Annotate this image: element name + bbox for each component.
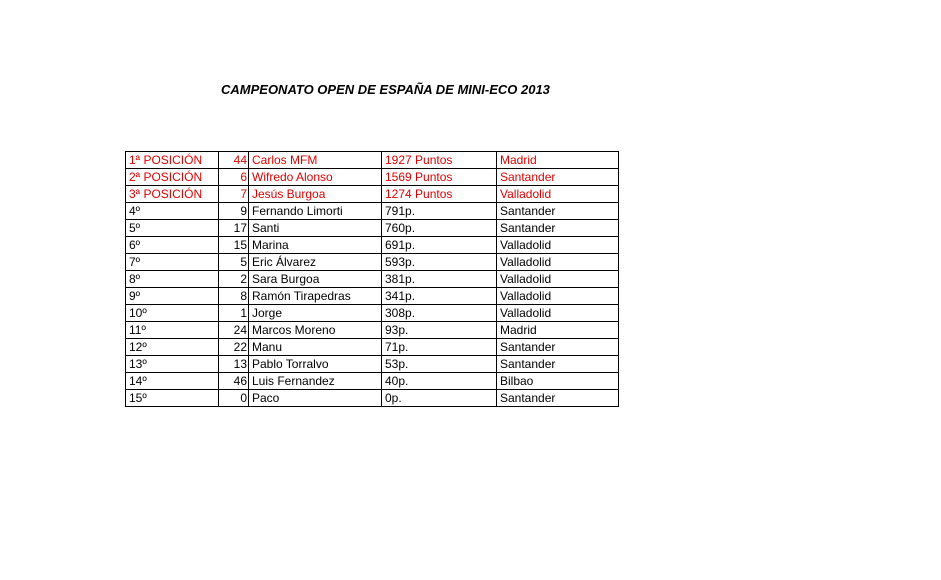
table-row (126, 356, 619, 373)
position-cell: 8º (126, 271, 219, 288)
position-cell: 1ª POSICIÓN (126, 152, 219, 169)
number-cell: 5 (219, 254, 249, 271)
number-cell: 2 (219, 271, 249, 288)
number-cell: 44 (219, 152, 249, 169)
city-cell: Santander (497, 390, 619, 407)
city-cell: Madrid (497, 152, 619, 169)
position-cell: 7º (126, 254, 219, 271)
table-row (126, 322, 619, 339)
city-cell: Bilbao (497, 373, 619, 390)
name-cell: Wifredo Alonso (249, 169, 382, 186)
position-cell: 13º (126, 356, 219, 373)
number-cell: 24 (219, 322, 249, 339)
name-cell: Paco (249, 390, 382, 407)
points-cell: 381p. (382, 271, 497, 288)
points-cell: 1569 Puntos (382, 169, 497, 186)
table-row (126, 390, 619, 407)
points-cell: 691p. (382, 237, 497, 254)
number-cell: 1 (219, 305, 249, 322)
points-cell: 1927 Puntos (382, 152, 497, 169)
position-cell: 9º (126, 288, 219, 305)
name-cell: Eric Álvarez (249, 254, 382, 271)
number-cell: 0 (219, 390, 249, 407)
city-cell: Valladolid (497, 305, 619, 322)
number-cell: 6 (219, 169, 249, 186)
name-cell: Manu (249, 339, 382, 356)
number-cell: 8 (219, 288, 249, 305)
name-cell: Jesús Burgoa (249, 186, 382, 203)
name-cell: Santi (249, 220, 382, 237)
position-cell: 3ª POSICIÓN (126, 186, 219, 203)
ranking-table (125, 151, 619, 407)
table-row (126, 152, 619, 169)
document-title: CAMPEONATO OPEN DE ESPAÑA DE MINI-ECO 2013 (221, 82, 550, 97)
name-cell: Carlos MFM (249, 152, 382, 169)
city-cell: Madrid (497, 322, 619, 339)
name-cell: Luis Fernandez (249, 373, 382, 390)
number-cell: 9 (219, 203, 249, 220)
city-cell: Santander (497, 339, 619, 356)
name-cell: Marcos Moreno (249, 322, 382, 339)
city-cell: Valladolid (497, 271, 619, 288)
table-row (126, 203, 619, 220)
number-cell: 15 (219, 237, 249, 254)
name-cell: Ramón Tirapedras (249, 288, 382, 305)
city-cell: Santander (497, 169, 619, 186)
table-row (126, 305, 619, 322)
points-cell: 53p. (382, 356, 497, 373)
points-cell: 0p. (382, 390, 497, 407)
points-cell: 40p. (382, 373, 497, 390)
points-cell: 308p. (382, 305, 497, 322)
city-cell: Valladolid (497, 186, 619, 203)
points-cell: 593p. (382, 254, 497, 271)
position-cell: 11º (126, 322, 219, 339)
position-cell: 12º (126, 339, 219, 356)
points-cell: 1274 Puntos (382, 186, 497, 203)
number-cell: 22 (219, 339, 249, 356)
name-cell: Fernando Limorti (249, 203, 382, 220)
table-row (126, 237, 619, 254)
city-cell: Santander (497, 203, 619, 220)
name-cell: Jorge (249, 305, 382, 322)
points-cell: 791p. (382, 203, 497, 220)
number-cell: 13 (219, 356, 249, 373)
points-cell: 341p. (382, 288, 497, 305)
number-cell: 17 (219, 220, 249, 237)
position-cell: 5º (126, 220, 219, 237)
table-row (126, 169, 619, 186)
name-cell: Marina (249, 237, 382, 254)
points-cell: 71p. (382, 339, 497, 356)
table-row (126, 254, 619, 271)
city-cell: Santander (497, 220, 619, 237)
position-cell: 10º (126, 305, 219, 322)
city-cell: Valladolid (497, 237, 619, 254)
table-row (126, 373, 619, 390)
table-row (126, 186, 619, 203)
points-cell: 93p. (382, 322, 497, 339)
position-cell: 4º (126, 203, 219, 220)
position-cell: 2ª POSICIÓN (126, 169, 219, 186)
position-cell: 14º (126, 373, 219, 390)
number-cell: 7 (219, 186, 249, 203)
table-row (126, 220, 619, 237)
number-cell: 46 (219, 373, 249, 390)
table-row (126, 271, 619, 288)
position-cell: 6º (126, 237, 219, 254)
name-cell: Pablo Torralvo (249, 356, 382, 373)
position-cell: 15º (126, 390, 219, 407)
table-row (126, 288, 619, 305)
table-row (126, 339, 619, 356)
ranking-body (126, 152, 619, 407)
city-cell: Valladolid (497, 254, 619, 271)
name-cell: Sara Burgoa (249, 271, 382, 288)
points-cell: 760p. (382, 220, 497, 237)
city-cell: Valladolid (497, 288, 619, 305)
city-cell: Santander (497, 356, 619, 373)
